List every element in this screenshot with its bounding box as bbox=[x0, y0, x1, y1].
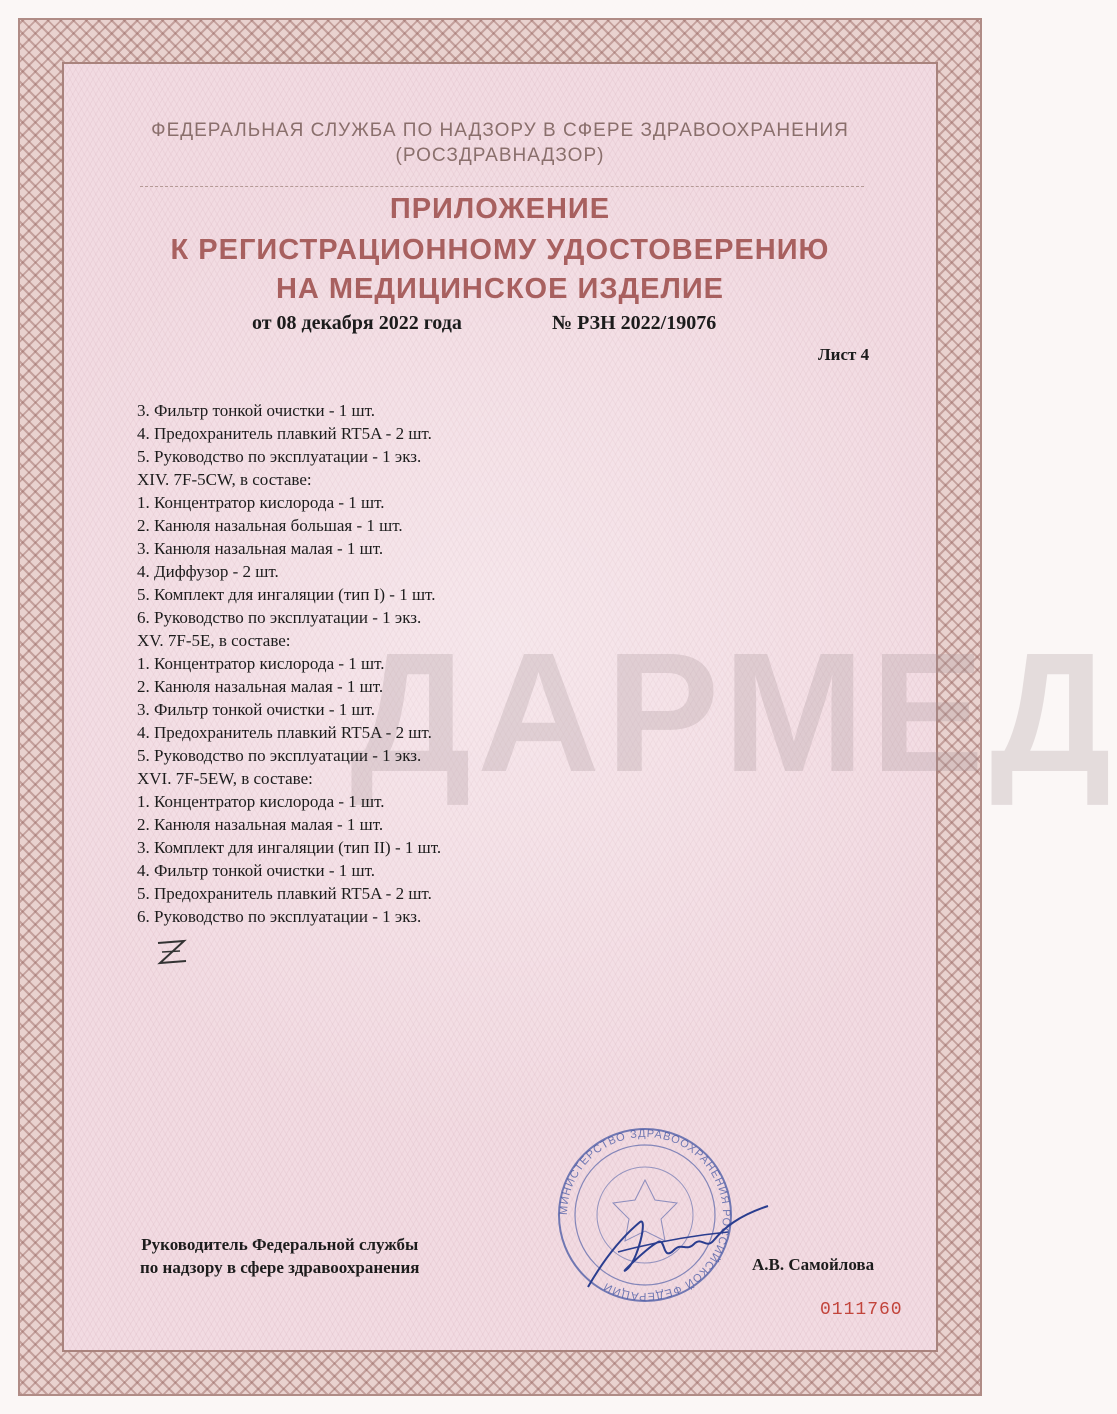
list-item: 5. Комплект для ингаляции (тип I) - 1 шт. bbox=[137, 585, 436, 604]
list-item: 1. Концентратор кислорода - 1 шт. bbox=[137, 654, 385, 673]
signer-name: А.В. Самойлова bbox=[752, 1255, 875, 1274]
list-item: 3. Канюля назальная малая - 1 шт. bbox=[137, 539, 384, 558]
list-item: 1. Концентратор кислорода - 1 шт. bbox=[137, 792, 385, 811]
header-divider bbox=[140, 186, 864, 187]
list-item: 4. Предохранитель плавкий RT5A - 2 шт. bbox=[137, 424, 432, 443]
list-item: 6. Руководство по эксплуатации - 1 экз. bbox=[137, 907, 422, 926]
z-strike-mark bbox=[154, 935, 190, 971]
watermark: ДАРМЕД bbox=[350, 618, 1117, 808]
document-title-line3: НА МЕДИЦИНСКОЕ ИЗДЕЛИЕ bbox=[275, 273, 725, 305]
list-item: XVI. 7F-5EW, в составе: bbox=[137, 769, 313, 788]
sheet-number: Лист 4 bbox=[818, 345, 870, 364]
list-item: 5. Руководство по эксплуатации - 1 экз. bbox=[137, 746, 422, 765]
list-item: 4. Диффузор - 2 шт. bbox=[137, 562, 279, 581]
document-title-line2: К РЕГИСТРАЦИОННОМУ УДОСТОВЕРЕНИЮ bbox=[170, 234, 830, 266]
signatory-position-line2: по надзору в сфере здравоохранения bbox=[140, 1258, 420, 1277]
registration-number: № РЗН 2022/19076 bbox=[552, 312, 717, 334]
list-item: XIV. 7F-5CW, в составе: bbox=[137, 470, 312, 489]
item-list bbox=[137, 399, 441, 928]
list-item: 4. Предохранитель плавкий RT5A - 2 шт. bbox=[137, 723, 432, 742]
seal-text: МИНИСТЕРСТВО ЗДРАВООХРАНЕНИЯ РОССИЙСКОЙ ФЕДЕРАЦИИ bbox=[557, 1127, 733, 1303]
list-item: 3. Фильтр тонкой очистки - 1 шт. bbox=[137, 700, 375, 719]
signatory-position-line1: Руководитель Федеральной службы bbox=[141, 1235, 419, 1254]
agency-name: ФЕДЕРАЛЬНАЯ СЛУЖБА ПО НАДЗОРУ В СФЕРЕ ЗДРАВООХРАНЕНИЯ bbox=[151, 120, 849, 141]
handwritten-signature bbox=[578, 1192, 778, 1302]
serial-number: 0111760 bbox=[820, 1300, 903, 1320]
list-item: 2. Канюля назальная малая - 1 шт. bbox=[137, 677, 384, 696]
list-item: 5. Предохранитель плавкий RT5A - 2 шт. bbox=[137, 884, 432, 903]
signatory-position bbox=[140, 1233, 419, 1279]
list-item: 4. Фильтр тонкой очистки - 1 шт. bbox=[137, 861, 375, 880]
list-item: 1. Концентратор кислорода - 1 шт. bbox=[137, 493, 385, 512]
list-item: 3. Комплект для ингаляции (тип II) - 1 шт. bbox=[137, 838, 442, 857]
list-item: 6. Руководство по эксплуатации - 1 экз. bbox=[137, 608, 422, 627]
list-item: XV. 7F-5E, в составе: bbox=[137, 631, 291, 650]
agency-abbreviation: (РОСЗДРАВНАДЗОР) bbox=[395, 145, 605, 166]
list-item: 3. Фильтр тонкой очистки - 1 шт. bbox=[137, 401, 375, 420]
list-item: 2. Канюля назальная малая - 1 шт. bbox=[137, 815, 384, 834]
list-item: 2. Канюля назальная большая - 1 шт. bbox=[137, 516, 403, 535]
registration-date: от 08 декабря 2022 года bbox=[252, 312, 462, 334]
document-title-line1: ПРИЛОЖЕНИЕ bbox=[389, 193, 611, 225]
list-item: 5. Руководство по эксплуатации - 1 экз. bbox=[137, 447, 422, 466]
